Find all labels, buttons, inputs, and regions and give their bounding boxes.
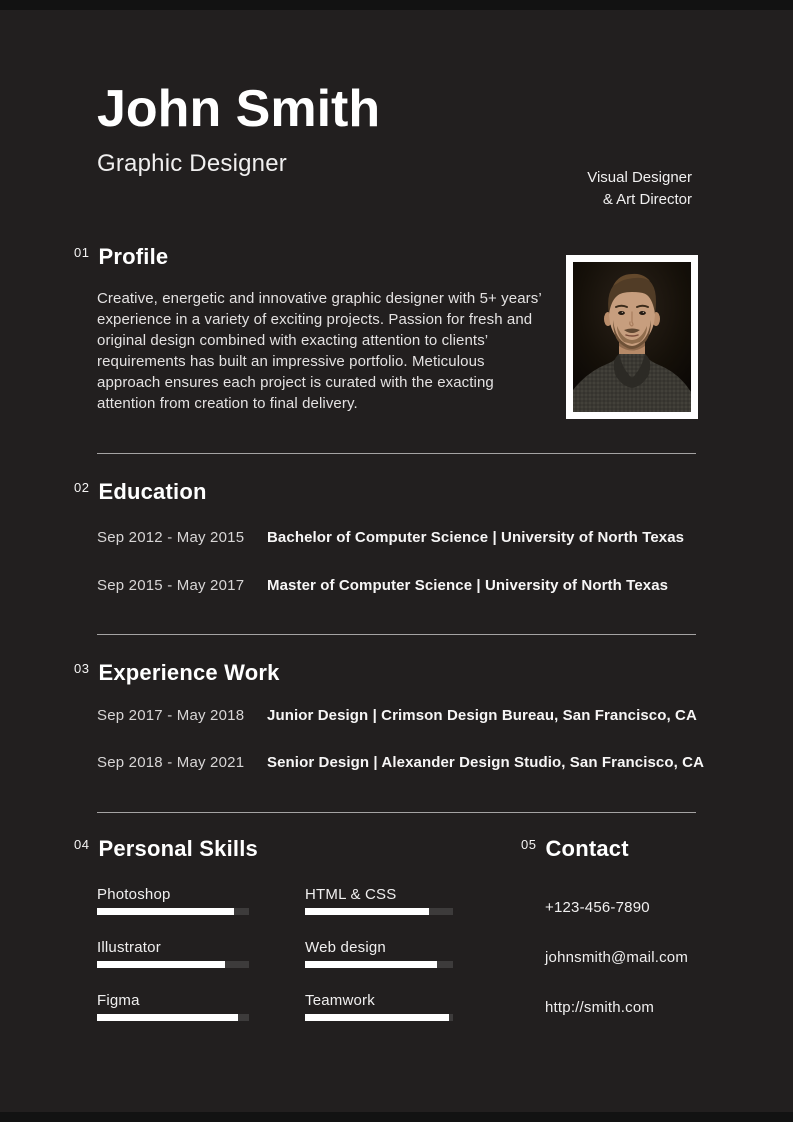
skills-section-number: 04 [74,837,90,852]
profile-section-title: Profile [98,244,169,269]
profile-paragraph: Creative, energetic and innovative graphic designer with 5+ years’ experience in a variety of exciting projects. Passion for fresh and original design combined with exacting attention to clients’ requirements has built an impressive portfolio. Meticulous approach ensures each project is curated with the exacting attention from creation to final delivery. [97,290,542,412]
skill-label: Illustrator [97,939,161,956]
experience-list [97,707,704,772]
skill-item [97,992,249,1021]
skill-bar [97,961,249,968]
divider-profile-education [97,453,696,454]
divider-experience-skills [97,812,696,813]
skill-bar-fill [305,908,429,915]
skill-label: Teamwork [305,992,375,1009]
name-heading: John Smith [97,80,381,138]
experience-row [97,754,704,772]
education-section-number: 02 [74,480,90,495]
education-list [97,529,684,595]
experience-row [97,707,704,725]
tagline-line2: & Art Director [602,190,692,208]
tagline [587,167,692,210]
divider-education-experience [97,634,696,635]
profile-section-heading [74,244,168,270]
education-row [97,577,684,595]
skills-column-left [97,886,249,1045]
bottom-edge-bar [0,1112,793,1122]
experience-dates: Sep 2017 - May 2018 [97,707,245,724]
experience-section-title: Experience Work [98,660,280,685]
skill-label: Web design [305,939,386,956]
skill-label: Photoshop [97,886,171,903]
skill-bar [305,1014,453,1021]
contact-email: johnsmith@mail.com [545,949,689,966]
experience-description: Senior Design | Alexander Design Studio, San Francisco, CA [267,754,705,771]
experience-section-number: 03 [74,661,90,676]
skill-item [305,886,453,915]
top-edge-bar [0,0,793,10]
skills-section-title: Personal Skills [98,836,258,861]
education-section-heading [74,479,207,505]
education-section-title: Education [98,479,207,504]
skill-item [305,992,453,1021]
skills-section-heading [74,836,258,862]
skill-bar-fill [97,908,234,915]
experience-section-heading [74,660,280,686]
contact-website: http://smith.com [545,999,655,1016]
skills-column-right [305,886,453,1045]
skill-bar [97,1014,249,1021]
contact-section-number: 05 [521,837,537,852]
skill-bar-fill [305,1014,449,1021]
skill-bar-fill [97,1014,238,1021]
education-dates: Sep 2012 - May 2015 [97,529,245,546]
skill-label: Figma [97,992,140,1009]
contact-list [545,899,688,1049]
skill-bar [97,908,249,915]
skill-bar-fill [305,961,437,968]
job-title: Graphic Designer [97,150,287,177]
experience-description: Junior Design | Crimson Design Bureau, San Francisco, CA [267,707,697,724]
skill-bar [305,961,453,968]
skill-bar-fill [97,961,225,968]
portrait-illustration [573,262,691,412]
education-dates: Sep 2015 - May 2017 [97,577,245,594]
education-description: Bachelor of Computer Science | University of North Texas [267,529,685,546]
contact-section-heading [521,836,629,862]
education-row [97,529,684,547]
profile-section-number: 01 [74,245,90,260]
experience-dates: Sep 2018 - May 2021 [97,754,245,771]
skill-label: HTML & CSS [305,886,397,903]
skill-item [97,939,249,968]
contact-section-title: Contact [545,836,629,861]
tagline-line1: Visual Designer [587,169,692,186]
skill-item [97,886,249,915]
skill-item [305,939,453,968]
profile-photo [566,255,698,419]
education-description: Master of Computer Science | University of North Texas [267,577,669,594]
skill-bar [305,908,453,915]
contact-phone: +123-456-7890 [545,899,650,916]
